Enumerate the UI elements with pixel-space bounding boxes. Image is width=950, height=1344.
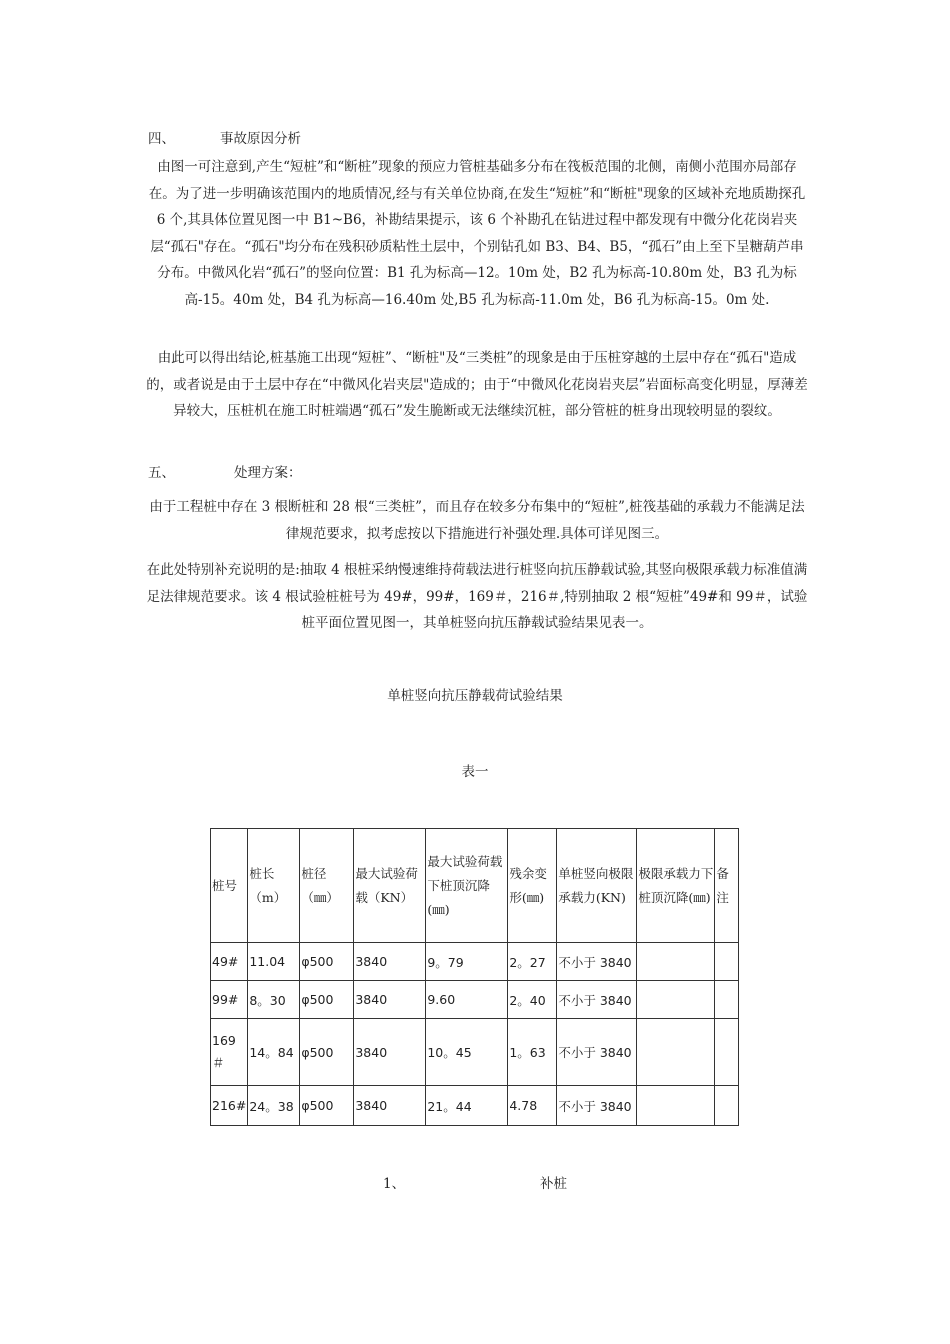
cell-remarks <box>715 1019 739 1086</box>
cell-residual-deformation: 4.78 <box>508 1086 557 1126</box>
cell-ultimate-capacity: 不小于 3840 <box>557 1086 637 1126</box>
cell-pile-length: 14。84 <box>248 1019 300 1086</box>
cell-pile-diameter: φ500 <box>300 981 354 1019</box>
cell-max-test-load: 3840 <box>354 1019 426 1086</box>
cell-pile-length: 11.04 <box>248 943 300 981</box>
cell-pile-no: 169＃ <box>211 1019 248 1086</box>
section-5-number: 五、 <box>148 465 175 481</box>
results-table <box>210 828 739 1126</box>
cell-remarks <box>715 943 739 981</box>
cell-ultimate-settlement <box>637 1086 715 1126</box>
section-5-paragraph-1: 由于工程桩中存在 3 根断桩和 28 根“三类桩”，而且存在较多分布集中的“短桩”,桩筏基础的承载力不能满足法律规范要求，拟考虑按以下措施进行补强处理.具体可详见图三。 <box>149 499 805 542</box>
cell-ultimate-capacity: 不小于 3840 <box>557 1019 637 1086</box>
cell-remarks <box>715 981 739 1019</box>
table-row <box>211 1086 739 1126</box>
section-4-title: 事故原因分析 <box>220 131 301 147</box>
cell-residual-deformation: 1。63 <box>508 1019 557 1086</box>
header-max-test-load: 最大试验荷载（KN） <box>354 829 426 943</box>
section-4-conclusion: 由此可以得出结论,桩基施工出现“短桩”、“断桩"及“三类桩”的现象是由于压桩穿越的土层中存在“孤石"造成的，或者说是由于土层中存在“中微风化岩夹层"造成的；由于“中微风化花岗岩夹层”岩面标高变化明显，厚薄差异较大，压桩机在施工时桩端遇“孤石”发生脆断或无法继续沉桩，部分管桩的桩身出现较明显的裂纹。 <box>146 350 808 419</box>
header-max-load-settlement: 最大试验荷载下桩顶沉降(㎜) <box>426 829 508 943</box>
cell-residual-deformation: 2。40 <box>508 981 557 1019</box>
section-5-paragraph-2: 在此处特别补充说明的是:抽取 4 根桩采纳慢速维持荷载法进行桩竖向抗压静载试验,其竖向极限承载力标准值满足法律规范要求。该 4 根试验桩桩号为 49#，99#，169＃，216＃,特别抽取 2 根“短桩”49#和 99＃，试验桩平面位置见图一，其单桩竖向抗压静载试验结果见表一。 <box>146 562 808 631</box>
cell-max-test-load: 3840 <box>354 981 426 1019</box>
table-row <box>211 943 739 981</box>
header-remarks: 备注 <box>715 829 739 943</box>
cell-ultimate-settlement <box>637 981 715 1019</box>
cell-pile-diameter: φ500 <box>300 943 354 981</box>
cell-ultimate-settlement <box>637 943 715 981</box>
table-title: 单桩竖向抗压静载荷试验结果 <box>387 688 563 704</box>
header-pile-no: 桩号 <box>211 829 248 943</box>
section-4-paragraph: 由图一可注意到,产生“短桩”和“断桩”现象的预应力管桩基础多分布在筏板范围的北侧，南侧小范围亦局部存在。为了进一步明确该范围内的地质情况,经与有关单位协商,在发生“短桩”和“断桩"现象的区域补充地质勘探孔 6 个,其具体位置见图一中 B1~B6，补勘结果提示，该 6 个补勘孔在钻进过程中都发现有中微分化花岗岩夹层“孤石"存在。“孤石"均分布在残积砂质粘性土层中，个别钻孔如 B3、B4、B5，“孤石”由上至下呈糖葫芦串分布。中微风化岩“孤石”的竖向位置：B1 孔为标高—12。10m 处，B2 孔为标高-10.80m 处，B3 孔为标高-15。40m 处，B4 孔为标高—16.40m 处,B5 孔为标高-11.0m 处，B6 孔为标高-15。0m 处. <box>148 159 806 308</box>
header-ultimate-capacity: 单桩竖向极限承载力(KN) <box>557 829 637 943</box>
header-residual-deformation: 残余变形(㎜) <box>508 829 557 943</box>
cell-pile-length: 8。30 <box>248 981 300 1019</box>
cell-max-load-settlement: 9。79 <box>426 943 508 981</box>
cell-max-test-load: 3840 <box>354 943 426 981</box>
section-5-title: 处理方案： <box>234 465 302 481</box>
cell-ultimate-settlement <box>637 1019 715 1086</box>
cell-max-load-settlement: 9.60 <box>426 981 508 1019</box>
header-pile-diameter: 桩径（㎜） <box>300 829 354 943</box>
cell-pile-diameter: φ500 <box>300 1019 354 1086</box>
cell-pile-length: 24。38 <box>248 1086 300 1126</box>
subsection-title: 补桩 <box>540 1176 567 1192</box>
section-4-heading <box>148 127 301 147</box>
cell-residual-deformation: 2。27 <box>508 943 557 981</box>
section-4-number: 四、 <box>148 131 175 147</box>
table-label: 表一 <box>461 764 489 780</box>
cell-ultimate-capacity: 不小于 3840 <box>557 943 637 981</box>
cell-pile-no: 49# <box>211 943 248 981</box>
cell-pile-no: 99# <box>211 981 248 1019</box>
table-header-row <box>211 829 739 943</box>
cell-remarks <box>715 1086 739 1126</box>
header-ultimate-settlement: 极限承载力下桩顶沉降(㎜) <box>637 829 715 943</box>
cell-max-load-settlement: 10。45 <box>426 1019 508 1086</box>
subsection-number: 1、 <box>383 1176 406 1192</box>
cell-max-test-load: 3840 <box>354 1086 426 1126</box>
cell-ultimate-capacity: 不小于 3840 <box>557 981 637 1019</box>
header-pile-length: 桩长（m） <box>248 829 300 943</box>
table-row <box>211 981 739 1019</box>
cell-pile-no: 216# <box>211 1086 248 1126</box>
cell-max-load-settlement: 21。44 <box>426 1086 508 1126</box>
section-5-heading <box>148 461 302 481</box>
table-row <box>211 1019 739 1086</box>
cell-pile-diameter: φ500 <box>300 1086 354 1126</box>
